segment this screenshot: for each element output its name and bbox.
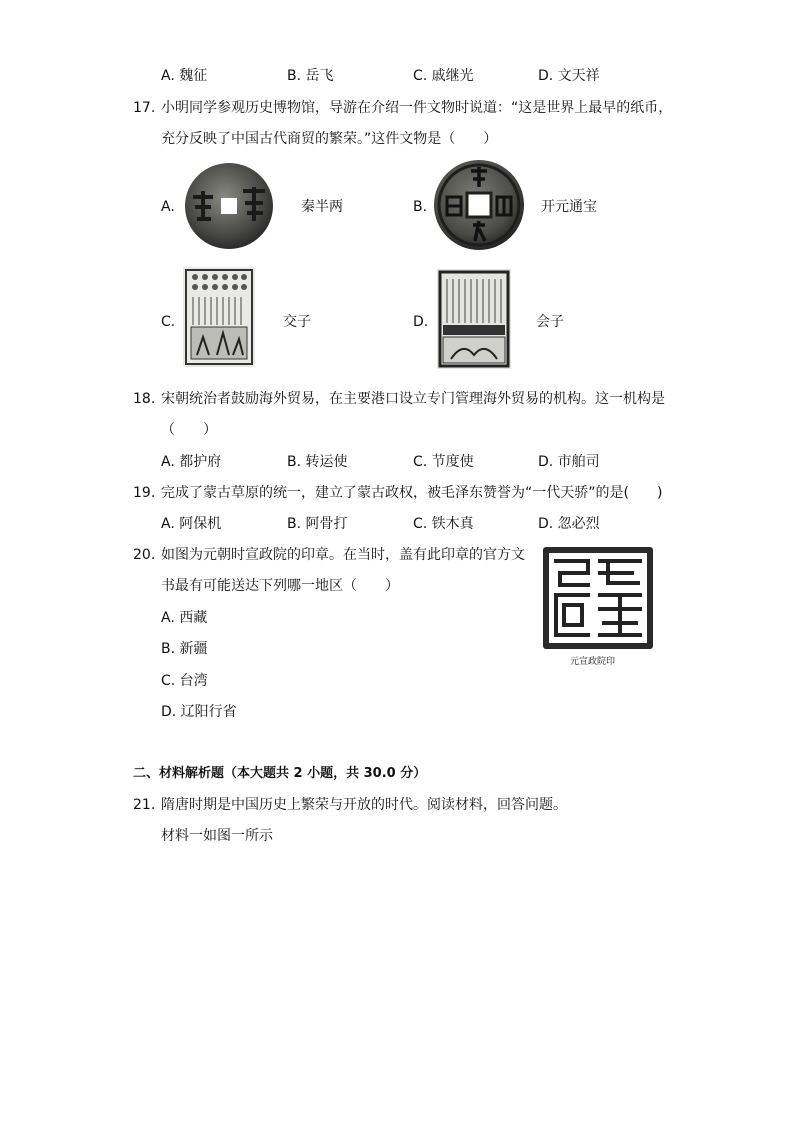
q18-stem-line1: 宋朝统治者鼓励海外贸易，在主要港口设立专门管理海外贸易的机构。这一机构是: [161, 391, 665, 407]
q17-option-a-letter: A.: [161, 199, 175, 215]
q17-option-b-label: 开元通宝: [541, 199, 597, 215]
q17-option-d-label: 会子: [536, 314, 564, 330]
q16-option-a: A. 魏征: [161, 68, 208, 84]
q18-option-d: D. 市舶司: [538, 454, 600, 470]
q20-option-c: C. 台湾: [161, 673, 208, 689]
q20-option-a: A. 西藏: [161, 610, 208, 626]
q18-option-c: C. 节度使: [413, 454, 474, 470]
q21-number: 21.: [133, 797, 156, 813]
q18-option-b: B. 转运使: [287, 454, 348, 470]
q17-option-a-label: 秦半两: [301, 199, 343, 215]
q16-option-b: B. 岳飞: [287, 68, 334, 84]
q19-stem-line1: 完成了蒙古草原的统一，建立了蒙古政权，被毛泽东赞誉为“一代天骄”的是( ): [161, 485, 663, 501]
q19-option-d: D. 忽必烈: [538, 516, 600, 532]
q17-stem-line1: 小明同学参观历史博物馆，导游在介绍一件文物时说道：“这是世界上最早的纸币，: [161, 100, 673, 116]
seal-caption: 元宣政院印: [570, 657, 616, 667]
q20-number: 20.: [133, 547, 156, 563]
huizi-paper-money-image: [437, 269, 511, 369]
section-heading: 二、材料解析题（本大题共 2 小题，共 30.0 分）: [133, 766, 427, 781]
q19-option-b: B. 阿骨打: [287, 516, 348, 532]
q17-option-c-label: 交子: [283, 314, 311, 330]
q16-option-c: C. 戚继光: [413, 68, 474, 84]
q17-option-b-letter: B.: [413, 199, 428, 215]
q19-number: 19.: [133, 485, 156, 501]
q20-option-d: D. 辽阳行省: [161, 704, 237, 720]
yuan-xuanzhengyuan-seal-image: [538, 543, 658, 653]
q21-material-line: 材料一如图一所示: [161, 828, 273, 844]
q21-stem-line1: 隋唐时期是中国历史上繁荣与开放的时代。阅读材料，回答问题。: [161, 797, 567, 813]
q17-option-c-letter: C.: [161, 314, 176, 330]
jiaozi-paper-money-image: [183, 267, 255, 367]
kaiyuan-tongbao-coin-image: [433, 159, 525, 251]
q17-stem-line2: 充分反映了中国古代商贸的繁荣。”这件文物是（ ）: [161, 131, 498, 147]
q20-stem-line2: 书最有可能送达下列哪一地区（ ）: [161, 578, 399, 594]
q18-option-a: A. 都护府: [161, 454, 222, 470]
q18-number: 18.: [133, 391, 156, 407]
q19-option-a: A. 阿保机: [161, 516, 222, 532]
q18-stem-line2: （ ）: [161, 422, 217, 438]
q20-stem-line1: 如图为元朝时宣政院的印章。在当时，盖有此印章的官方文: [161, 547, 525, 563]
q17-option-d-letter: D.: [413, 314, 429, 330]
q19-option-c: C. 铁木真: [413, 516, 474, 532]
q17-number: 17.: [133, 100, 156, 116]
q20-option-b: B. 新疆: [161, 641, 208, 657]
q16-option-d: D. 文天祥: [538, 68, 600, 84]
qin-banliang-coin-image: [183, 161, 275, 251]
